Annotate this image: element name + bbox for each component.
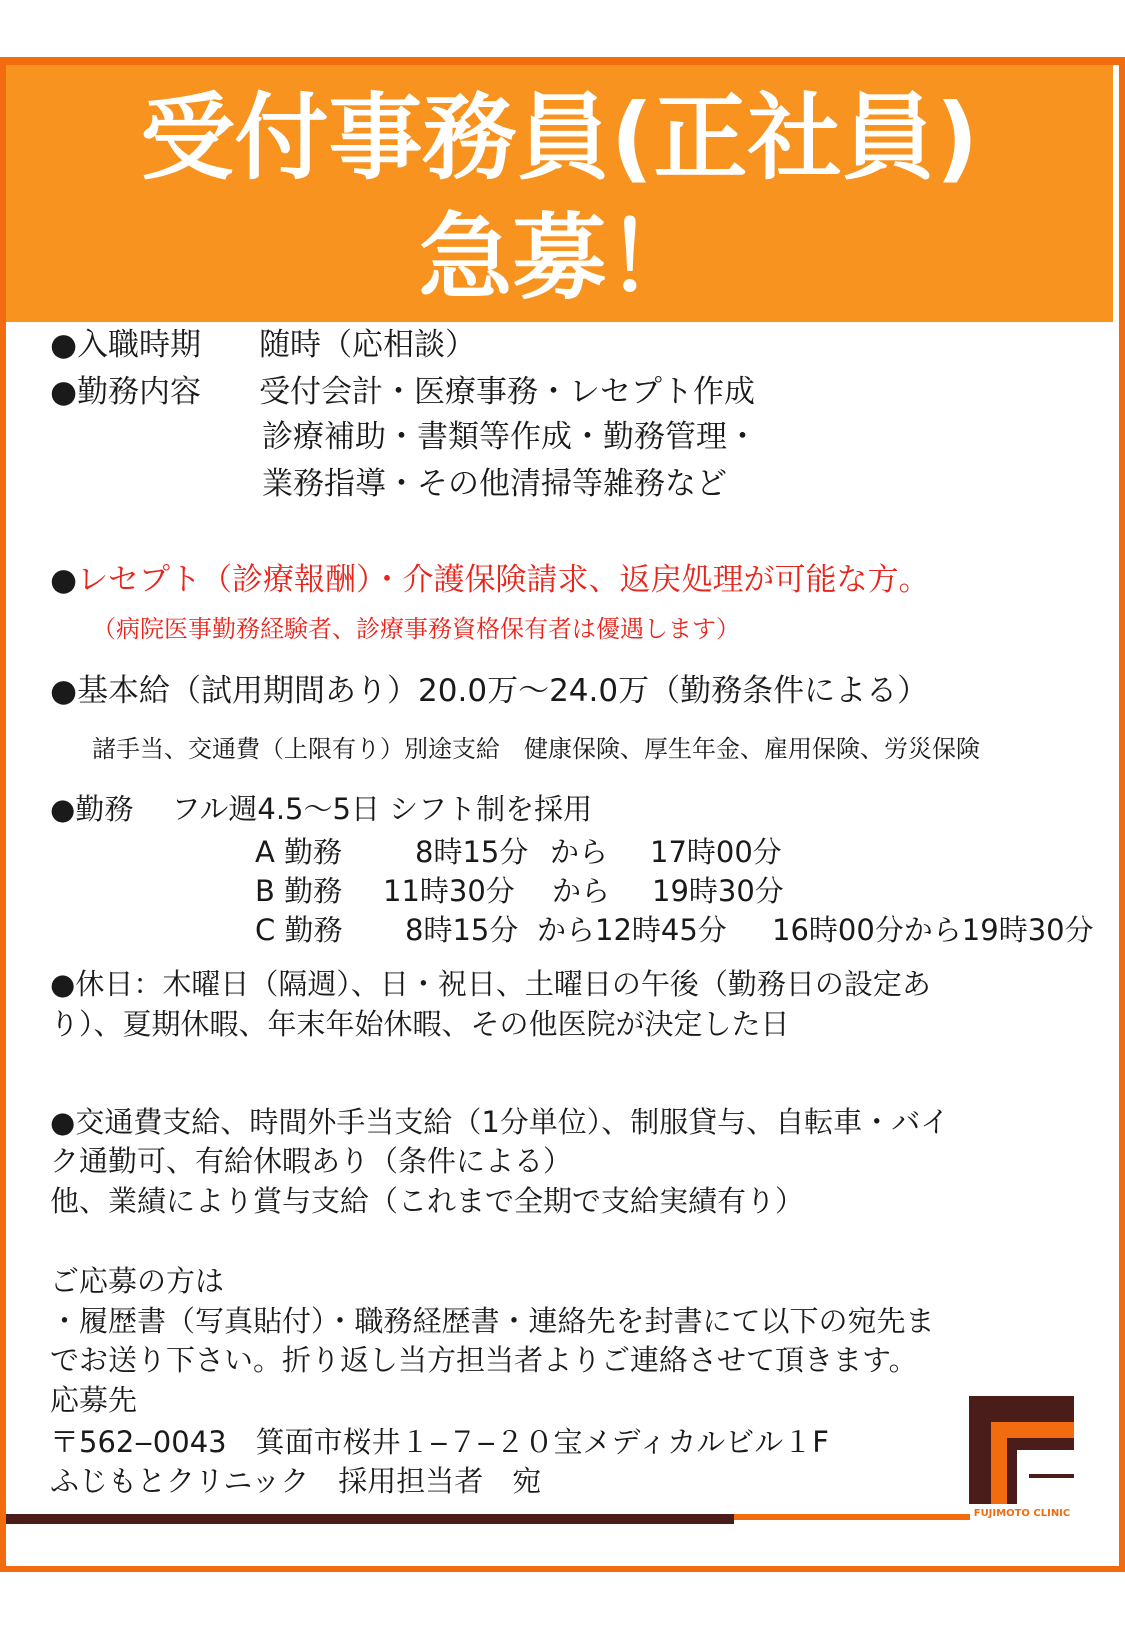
shift-name: C 勤務 xyxy=(255,913,343,947)
shift-from: から xyxy=(552,874,611,908)
duties-label: 勤務内容 xyxy=(77,374,202,410)
apply-line: でお送り下さい。折り返し当方担当者よりご連絡させて頂きます。 xyxy=(50,1343,918,1377)
salary-row xyxy=(50,673,929,709)
clinic-logo-caption: FUJIMOTO CLINIC xyxy=(973,1508,1071,1519)
header-banner xyxy=(6,65,1113,322)
shift-start: 8時15分 xyxy=(405,913,519,947)
holidays-line: 休日：木曜日（隔週）、日・祝日、土曜日の午後（勤務日の設定あ xyxy=(75,967,931,1001)
work-header: 勤務 フル週4.5～5日 シフト制を採用 xyxy=(75,792,593,826)
bullet: ● xyxy=(50,967,76,1001)
apply-line: ・履歴書（写真貼付）・職務経歴書・連絡先を封書にて以下の宛先ま xyxy=(50,1304,935,1338)
shift-end: 19時30分 xyxy=(652,874,784,908)
requirement-row xyxy=(50,562,930,598)
apply-intro: ご応募の方は xyxy=(50,1264,225,1298)
bullet: ● xyxy=(50,1105,76,1139)
shift-start: 8時15分 xyxy=(415,835,529,869)
salary-text: 基本給（試用期間あり）20.0万～24.0万（勤務条件による） xyxy=(77,673,929,709)
shift-start: 11時30分 xyxy=(383,874,515,908)
requirement-text: レセプト（診療報酬）・介護保険請求、返戻処理が可能な方。 xyxy=(77,562,930,598)
allowances-text: 諸手当、交通費（上限有り）別途支給 健康保険、厚生年金、雇用保険、労災保険 xyxy=(92,735,980,763)
shift-from: から xyxy=(550,835,609,869)
start-date-row xyxy=(50,327,477,363)
benefits-line: 他、業績により賞与支給（これまで全期で支給実績有り） xyxy=(50,1184,805,1218)
clinic-logo-icon xyxy=(969,1396,1074,1504)
benefits-row xyxy=(50,1105,950,1139)
bullet: ● xyxy=(50,673,78,709)
work-header-row xyxy=(50,792,593,826)
benefits-line: 交通費支給、時間外手当支給（1分単位）、制服貸与、自転車・バイ xyxy=(75,1105,950,1139)
shift-name: A 勤務 xyxy=(255,835,343,869)
bullet: ● xyxy=(50,562,78,598)
apply-recipient: ふじもとクリニック 採用担当者 宛 xyxy=(50,1464,542,1498)
shift-name: B 勤務 xyxy=(255,874,343,908)
holidays-line: り）、夏期休暇、年末年始休暇、その他医院が決定した日 xyxy=(50,1007,790,1041)
benefits-line: ク通勤可、有給休暇あり（条件による） xyxy=(50,1144,573,1178)
footer-rule-dark xyxy=(6,1514,734,1524)
shift-extra: 16時00分から19時30分 xyxy=(772,913,1094,947)
apply-address: 〒562‒0043 箕面市桜井１‒７‒２０宝メディカルビル１F xyxy=(50,1425,829,1459)
shift-end: 17時00分 xyxy=(650,835,782,869)
apply-destination-label: 応募先 xyxy=(50,1383,138,1417)
footer-rule-orange xyxy=(734,1514,970,1520)
requirement-note: （病院医事勤務経験者、診療事務資格保有者は優遇します） xyxy=(92,615,740,643)
duties-line: 受付会計・医療事務・レセプト作成 xyxy=(259,374,756,410)
holidays-row xyxy=(50,967,931,1001)
page-title: 受付事務員(正社員) xyxy=(140,84,979,193)
bullet: ● xyxy=(50,327,78,363)
duties-row xyxy=(50,374,756,410)
bullet: ● xyxy=(50,374,78,410)
bullet: ● xyxy=(50,792,76,826)
duties-line: 診療補助・書類等作成・勤務管理・ xyxy=(262,419,758,455)
page-subtitle: 急募！ xyxy=(418,204,701,313)
start-date-value: 随時（応相談） xyxy=(259,327,477,363)
start-date-label: 入職時期 xyxy=(77,327,202,363)
shift-from: から12時45分 xyxy=(537,913,727,947)
duties-line: 業務指導・その他清掃等雑務など xyxy=(262,466,727,502)
